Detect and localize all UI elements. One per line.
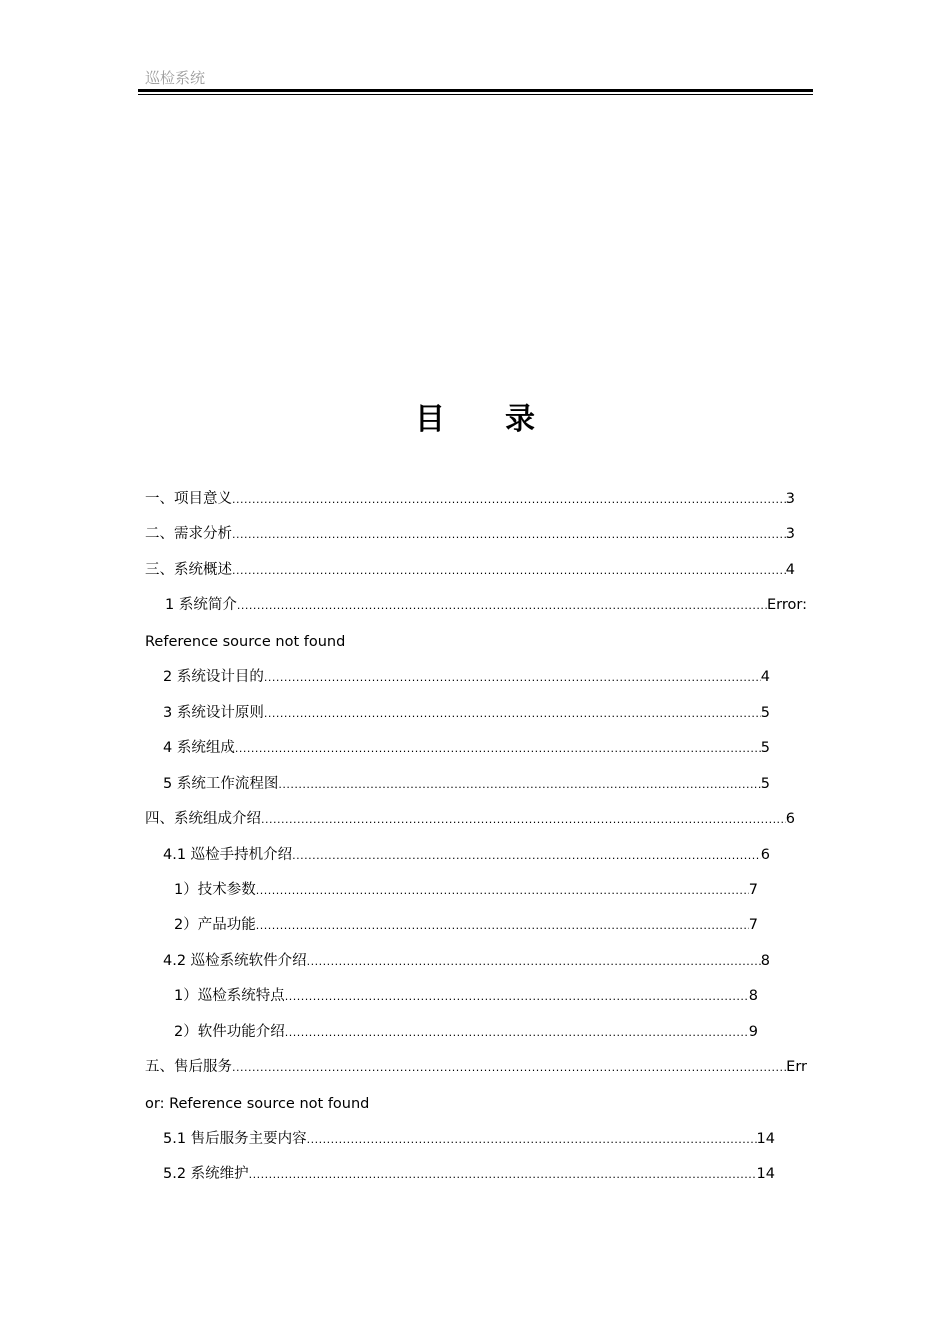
toc-entry-page: 6 — [785, 811, 795, 827]
toc-entry-page: 14 — [756, 1131, 775, 1147]
toc-entry-page: Error: — [767, 597, 807, 613]
toc-entry[interactable] — [163, 1129, 775, 1149]
toc-entry-label: 1）巡检系统特点 — [174, 988, 285, 1004]
toc-entry-page: 4 — [760, 669, 770, 685]
header-title: 巡检系统 — [145, 69, 206, 87]
toc-entry-page: 4 — [785, 562, 795, 578]
toc-entry-page: 3 — [785, 491, 795, 507]
toc-entry-label: 2 系统设计目的 — [163, 669, 264, 685]
toc-entry[interactable] — [163, 667, 770, 687]
toc-entry-label: 三、系统概述 — [145, 562, 232, 578]
toc-entry-label: 五、售后服务 — [145, 1059, 232, 1075]
toc-entry-label: 一、项目意义 — [145, 491, 232, 507]
toc-entry-page: 5 — [760, 740, 770, 756]
toc-entry[interactable] — [163, 703, 770, 723]
toc-entry-label: 二、需求分析 — [145, 526, 232, 542]
toc-entry-label: 5 系统工作流程图 — [163, 776, 279, 792]
toc-title-char-2: 录 — [505, 402, 535, 437]
toc-entry[interactable] — [174, 880, 758, 900]
toc-entry-label: 5.2 系统维护 — [163, 1166, 249, 1182]
toc-entry-page: 9 — [748, 1024, 758, 1040]
toc-entry-page: 6 — [760, 847, 770, 863]
toc-entry[interactable] — [165, 595, 807, 615]
toc-entry[interactable] — [174, 986, 758, 1006]
toc-entry-continuation: Reference source not found — [145, 634, 346, 650]
toc-entry[interactable] — [145, 489, 795, 509]
toc-entry-page: 7 — [748, 882, 758, 898]
toc-entry[interactable] — [174, 915, 758, 935]
toc-entry[interactable] — [163, 1164, 775, 1184]
toc-entry[interactable] — [145, 809, 795, 829]
toc-entry-continuation: or: Reference source not found — [145, 1096, 370, 1112]
toc-entry[interactable] — [174, 1022, 758, 1042]
toc-entry-page: 8 — [760, 953, 770, 969]
toc-entry-label: 1）技术参数 — [174, 882, 256, 898]
toc-entry[interactable] — [163, 951, 770, 971]
toc-entry-label: 4.2 巡检系统软件介绍 — [163, 953, 307, 969]
toc-entry-label: 四、系统组成介绍 — [145, 811, 261, 827]
toc-entry-page: 3 — [785, 526, 795, 542]
toc-entry-page: 8 — [748, 988, 758, 1004]
toc-entry[interactable] — [163, 845, 770, 865]
toc-entry-page: 5 — [760, 776, 770, 792]
toc-entry-label: 4.1 巡检手持机介绍 — [163, 847, 293, 863]
toc-entry-page: 5 — [760, 705, 770, 721]
toc-entry-label: 4 系统组成 — [163, 740, 235, 756]
toc-entry-page: 7 — [748, 917, 758, 933]
toc-title — [0, 394, 950, 438]
header-rule-thin — [138, 94, 813, 95]
toc-entry[interactable] — [163, 774, 770, 794]
toc-entry[interactable] — [145, 560, 795, 580]
toc-entry-label: 3 系统设计原则 — [163, 705, 264, 721]
toc-entry[interactable] — [145, 524, 795, 544]
toc-entry[interactable] — [163, 738, 770, 758]
toc-entry-label: 2）产品功能 — [174, 917, 256, 933]
toc-entry-label: 5.1 售后服务主要内容 — [163, 1131, 307, 1147]
header-rule — [138, 89, 813, 92]
toc-title-char-1: 目 — [415, 402, 445, 437]
toc-entry-label: 2）软件功能介绍 — [174, 1024, 285, 1040]
toc-entry[interactable] — [145, 1057, 807, 1077]
toc-entry-page: 14 — [756, 1166, 775, 1182]
toc-entry-label: 1 系统简介 — [165, 597, 237, 613]
toc-entry-page: Err — [786, 1059, 807, 1075]
